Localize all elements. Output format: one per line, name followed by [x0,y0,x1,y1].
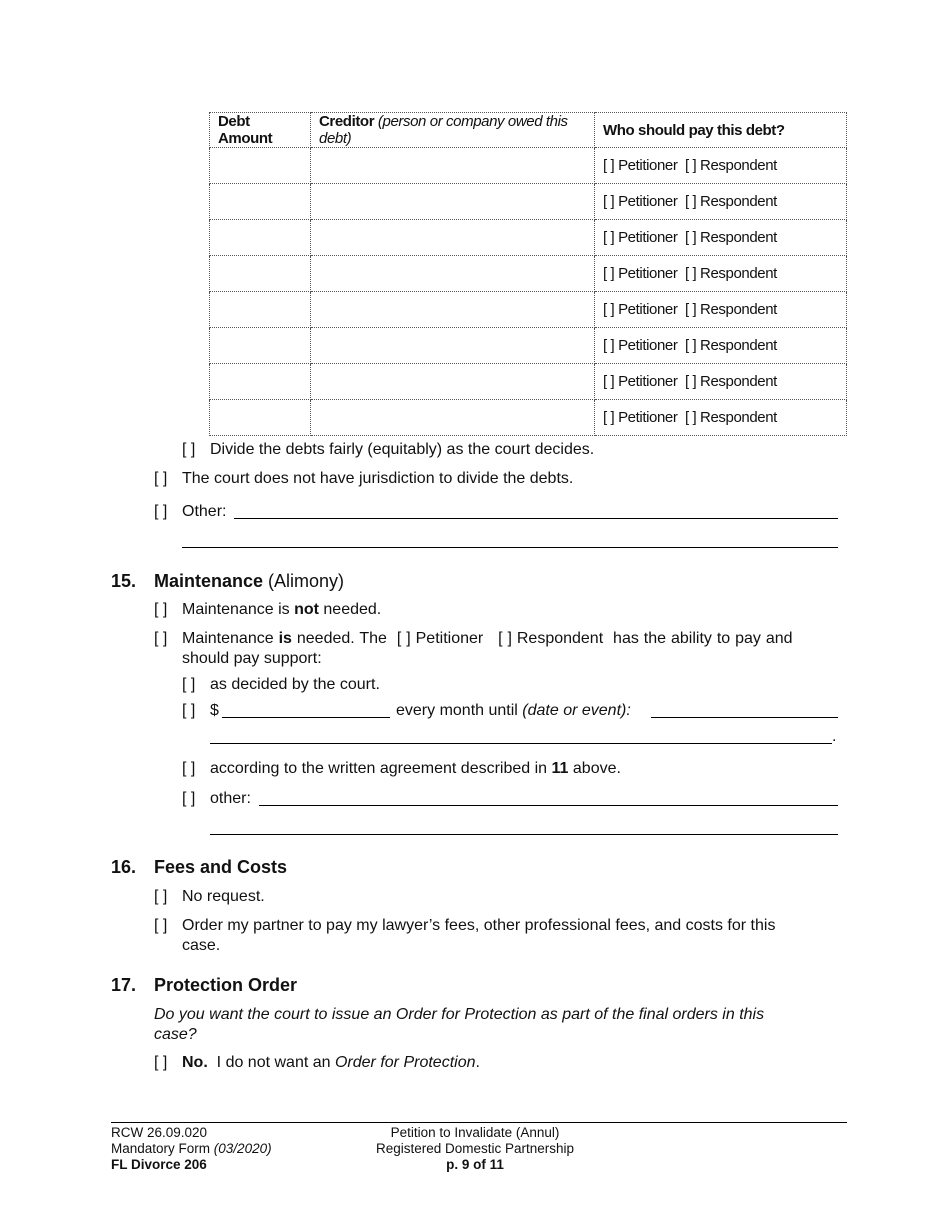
agreement-bold: 11 [551,760,569,777]
table-row [210,220,847,256]
section-15-subtitle: (Alimony) [268,571,345,591]
table-row [210,400,847,436]
needed-bold: is [278,630,292,647]
debts-other-input-line-2[interactable] [182,547,838,548]
payer-respondent-checkbox[interactable]: [ ] [498,630,512,647]
section-16-number: 16. [111,857,137,877]
who-pays-cell[interactable]: [ ] Petitioner [ ] Respondent [595,328,847,364]
debt-amount-cell[interactable] [210,148,311,184]
no-request-label: No request. [182,888,265,905]
maintenance-needed-checkbox[interactable]: [ ] [154,630,168,647]
who-pays-cell[interactable]: [ ] Petitioner [ ] Respondent [595,292,847,328]
footer-rcw: RCW 26.09.020 [111,1125,208,1140]
no-request-checkbox[interactable]: [ ] [154,888,168,905]
debt-amount-cell[interactable] [210,328,311,364]
table-row [210,148,847,184]
footer-form-id: FL Divorce 206 [111,1157,207,1172]
every-month-label [396,702,631,720]
needed-mid: needed. The [296,630,387,647]
table-row [210,328,847,364]
agreement-post: above. [572,760,621,777]
section-17-title: Protection Order [154,975,298,995]
creditor-cell[interactable] [311,292,595,328]
footer-center [335,1125,615,1173]
debt-amount-cell[interactable] [210,220,311,256]
who-pays-cell[interactable]: [ ] Petitioner [ ] Respondent [595,148,847,184]
maintenance-other-input-line-1[interactable] [259,805,838,806]
header-creditor-note: (person or company owed this debt) [319,113,568,147]
agreement-pre: according to the written agreement described in [210,760,548,777]
date-or-event-text: (date or event): [522,702,631,719]
section-16-title: Fees and Costs [154,857,288,877]
maintenance-not-needed-label [182,601,381,619]
who-pays-cell[interactable]: [ ] Petitioner [ ] Respondent [595,184,847,220]
not-needed-post: needed. [323,601,382,618]
footer-title-line-1: Petition to Invalidate (Annul) [390,1125,560,1140]
as-decided-checkbox[interactable]: [ ] [182,676,196,693]
table-row [210,184,847,220]
maintenance-not-needed-checkbox[interactable]: [ ] [154,601,168,618]
debts-other-input-line-1[interactable] [234,518,838,519]
monthly-amount-checkbox[interactable]: [ ] [182,702,196,719]
divide-debts-checkbox[interactable]: [ ] [182,441,196,458]
order-fees-label-line-1: Order my partner to pay my lawyer’s fees, other professional fees, and costs for this [182,917,776,934]
footer-mandatory-date: (03/2020) [213,1141,272,1156]
dollar-sign: $ [210,702,219,719]
section-17-number: 17. [111,975,137,995]
payer-petitioner-checkbox[interactable]: [ ] [396,630,411,647]
footer-page-number: p. 9 of 11 [446,1157,504,1172]
no-protection-bold: No. [182,1054,208,1071]
no-protection-end: . [475,1054,480,1071]
who-pays-cell[interactable]: [ ] Petitioner [ ] Respondent [595,256,847,292]
monthly-amount-input[interactable] [222,717,390,718]
creditor-cell[interactable] [311,256,595,292]
section-15-heading [154,571,344,592]
not-needed-pre: Maintenance is [182,601,290,618]
table-row [210,364,847,400]
every-month-text: every month until [396,702,518,719]
who-pays-cell[interactable]: [ ] Petitioner [ ] Respondent [595,400,847,436]
footer-mandatory [111,1141,272,1157]
debt-amount-cell[interactable] [210,292,311,328]
no-protection-text: I do not want an [216,1054,331,1071]
needed-post: has the ability to pay and [613,630,793,647]
creditor-cell[interactable] [311,328,595,364]
footer-mandatory-text: Mandatory Form [111,1141,211,1156]
protection-question-line-2: case? [154,1026,197,1043]
maintenance-other-input-line-2[interactable] [210,834,838,835]
until-date-input-line-2[interactable] [210,743,832,744]
payer-petitioner-label: Petitioner [415,630,484,647]
header-debt-amount: Debt Amount [210,113,311,148]
as-decided-label: as decided by the court. [210,676,380,693]
section-15-number: 15. [111,571,137,591]
agreement-label [210,760,621,778]
table-row [210,256,847,292]
debt-amount-cell[interactable] [210,256,311,292]
maintenance-other-checkbox[interactable]: [ ] [182,790,196,807]
header-creditor [311,113,595,148]
until-date-input[interactable] [651,717,838,718]
no-jurisdiction-checkbox[interactable]: [ ] [154,470,168,487]
order-fees-checkbox[interactable]: [ ] [154,917,168,934]
debts-other-checkbox[interactable]: [ ] [154,503,168,520]
order-fees-label-line-2: case. [182,937,221,954]
debts-other-label: Other: [182,503,227,520]
creditor-cell[interactable] [311,220,595,256]
debt-amount-cell[interactable] [210,364,311,400]
debt-amount-cell[interactable] [210,400,311,436]
debt-amount-cell[interactable] [210,184,311,220]
header-who-pays: Who should pay this debt? [595,113,847,148]
creditor-cell[interactable] [311,364,595,400]
no-jurisdiction-label: The court does not have jurisdiction to divide the debts. [182,470,574,487]
footer-title-line-2: Registered Domestic Partnership [375,1141,575,1156]
protection-question-line-1: Do you want the court to issue an Order for Protection as part of the final orders in this [154,1006,765,1023]
not-needed-bold: not [294,601,319,618]
debt-table [209,112,847,436]
agreement-checkbox[interactable]: [ ] [182,760,196,777]
who-pays-cell[interactable]: [ ] Petitioner [ ] Respondent [595,364,847,400]
creditor-cell[interactable] [311,148,595,184]
divide-debts-label: Divide the debts fairly (equitably) as the court decides. [210,441,595,458]
no-protection-italic: Order for Protection [334,1054,476,1071]
footer-divider [111,1122,847,1123]
header-creditor-label: Creditor [319,113,375,130]
creditor-cell[interactable] [311,184,595,220]
payer-respondent-label: Respondent [516,630,604,647]
creditor-cell[interactable] [311,400,595,436]
maintenance-other-label: other: [210,790,251,807]
section-15-title: Maintenance [154,571,264,591]
no-protection-checkbox[interactable]: [ ] [154,1054,168,1071]
needed-line-2: should pay support: [182,650,322,667]
footer-left [111,1125,272,1173]
who-pays-cell[interactable]: [ ] Petitioner [ ] Respondent [595,220,847,256]
maintenance-needed-label [182,630,793,648]
needed-pre: Maintenance [182,630,274,647]
table-row [210,292,847,328]
debt-table-header [210,113,847,148]
no-protection-label [182,1054,480,1072]
period-mark: . [832,728,837,745]
